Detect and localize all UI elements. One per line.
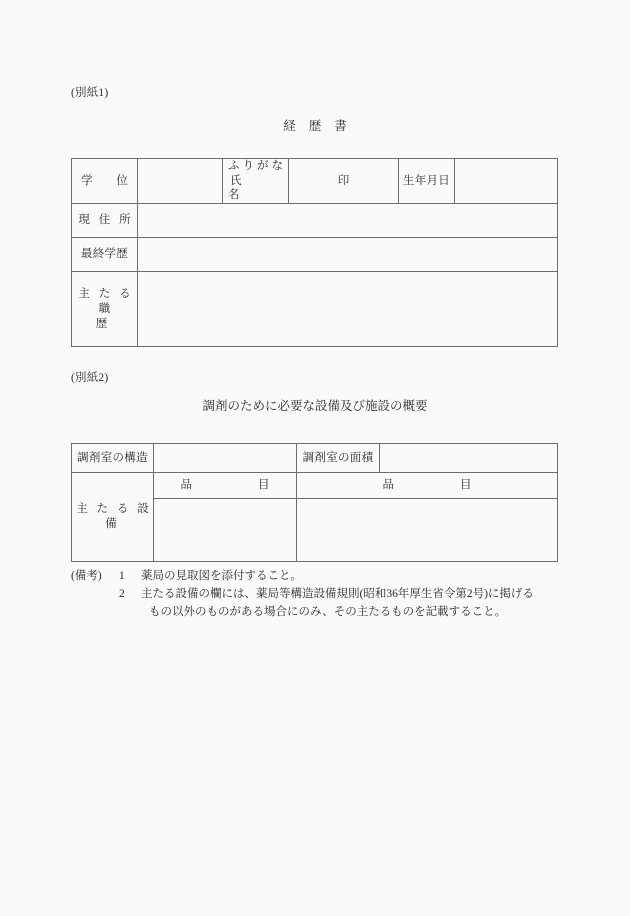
equipment-value-right[interactable] — [297, 499, 558, 562]
education-value[interactable] — [138, 238, 558, 272]
career-label-line2: 職 歴 — [95, 302, 152, 330]
address-label: 現 住 所 — [72, 204, 138, 238]
table-row — [72, 159, 558, 204]
birthdate-label: 生年月日 — [399, 159, 455, 204]
remark-number: 2 — [119, 587, 125, 600]
item-col-d: 目 — [460, 479, 472, 492]
item-col-a: 品 — [180, 479, 192, 492]
name-value-seal-cell[interactable] — [289, 159, 399, 204]
birthdate-value[interactable] — [455, 159, 558, 204]
sheet2-label: (別紙2) — [71, 372, 109, 384]
item-header-left — [154, 473, 297, 499]
remark-item — [71, 568, 571, 586]
remark-text: 主たる設備の欄には、薬局等構造設備規則(昭和36年厚生省令第2号)に掲げる — [141, 587, 534, 600]
furigana-label: ふりがな — [228, 160, 286, 172]
remarks-keyword: (備考) — [71, 570, 102, 582]
remarks-section — [71, 568, 571, 621]
equipment-label: 主 た る 設 備 — [72, 473, 154, 562]
table-row — [72, 444, 558, 473]
degree-label: 学 位 — [72, 159, 138, 204]
resume-table — [71, 158, 558, 347]
area-label: 調剤室の面積 — [297, 444, 380, 473]
equipment-value-left[interactable] — [154, 499, 297, 562]
address-value[interactable] — [138, 204, 558, 238]
facility-table — [71, 443, 558, 562]
career-value[interactable] — [138, 272, 558, 347]
table-row — [72, 204, 558, 238]
structure-label: 調剤室の構造 — [72, 444, 154, 473]
name-label-cell — [223, 159, 295, 204]
education-label: 最終学歴 — [72, 238, 138, 272]
remark-text: 薬局の見取図を添付すること。 — [141, 570, 302, 582]
degree-value[interactable] — [138, 159, 223, 204]
item-header-right — [297, 473, 558, 499]
name-label: 氏 名 — [228, 174, 295, 202]
table-row — [72, 473, 558, 499]
sheet2-title: 調剤のために必要な設備及び施設の概要 — [202, 399, 428, 413]
table-row — [72, 272, 558, 347]
seal-label: 印 — [337, 174, 350, 187]
career-label-cell — [72, 272, 152, 347]
item-col-b: 目 — [258, 479, 270, 492]
remark-continuation: もの以外のものがある場合にのみ、その主たるものを記載すること。 — [149, 605, 507, 618]
table-row — [72, 238, 558, 272]
sheet1-label: (別紙1) — [71, 87, 109, 99]
remark-item — [71, 586, 571, 604]
career-label-line1: 主 た る — [78, 288, 134, 301]
sheet1-title: 経歴書 — [283, 119, 360, 133]
item-col-c: 品 — [382, 479, 394, 492]
structure-value[interactable] — [154, 444, 297, 473]
area-value[interactable] — [380, 444, 558, 473]
remark-number: 1 — [119, 570, 125, 582]
